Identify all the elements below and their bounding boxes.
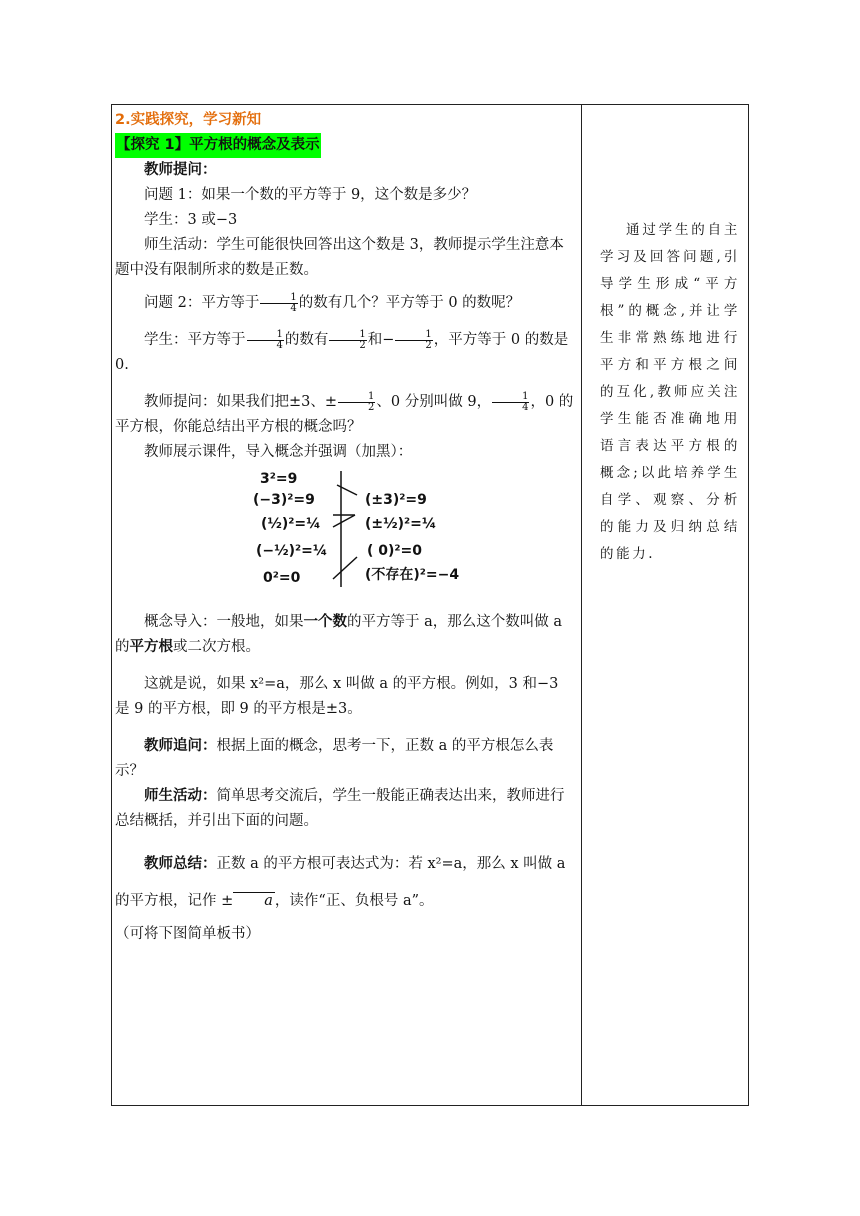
activity-2: 师生活动：简单思考交流后，学生一般能正确表达出来，教师进行总结概括，并引出下面的问题。	[115, 788, 565, 829]
explore-title: 【探究 1】平方根的概念及表示	[115, 133, 321, 158]
diagram-right-4: (不存在)²=−4	[365, 567, 460, 583]
main-column	[115, 105, 577, 947]
diagram-arrow	[337, 485, 357, 495]
teacher-summary: 教师总结：正数 a 的平方根可表达式为：若 x²=a，那么 x 叫做 a 的平方根，记作 ± a ，读作“正、负根号 a”。	[115, 856, 566, 909]
concept-intro: 概念导入：一般地，如果一个数的平方等于 a，那么这个数叫做 a 的平方根或二次方根。	[115, 614, 563, 655]
diagram-left-4: (−½)²=¼	[256, 543, 328, 559]
diagram-right-3: ( 0)²=0	[367, 543, 423, 559]
section-title: 2.实践探究，学习新知	[115, 112, 262, 128]
student-answer-2: 学生：平方等于 $\frac{1}{4}$ 的数有 $\frac{1}{2}$ 和− $\frac{1}{2}$ ，平方等于 0 的数是 0.	[115, 328, 569, 373]
teacher-follow-up: 教师追问：根据上面的概念，思考一下，正数 a 的平方根怎么表示？	[115, 738, 554, 779]
blackboard-note: （可将下图简单板书）	[115, 926, 260, 942]
column-divider	[581, 105, 582, 1105]
diagram-left-2: (−3)²=9	[253, 492, 315, 508]
diagram-left-3: (½)²=¼	[261, 516, 321, 532]
diagram-left-1: 3²=9	[260, 471, 298, 487]
activity-1: 师生活动：学生可能很快回答出这个数是 3，教师提示学生注意本题中没有限制所求的数是正数。	[115, 237, 564, 278]
teacher-ask-label: 教师提问：	[144, 162, 217, 178]
square-root-diagram	[115, 467, 577, 602]
show-courseware: 教师展示课件，导入概念并强调（加黑）：	[144, 444, 413, 460]
diagram-arrow	[333, 515, 355, 527]
diagram-arrow	[333, 557, 357, 579]
fraction-quarter: $\frac{1}{4}$	[260, 293, 297, 314]
design-note: 通过学生的自主学习及回答问题,引导学生形成“平方根”的概念,并让学生非常熟练地进行平方和平方根之间的互化,教师应关注学生能否准确地用语言表达平方根的概念;以此培养学生自学、观察、分析的能力及归纳总结的能力.	[600, 222, 740, 562]
lesson-table	[111, 104, 749, 1106]
diagram-left-5: 0²=0	[263, 570, 301, 586]
diagram-right-2: (±½)²=¼	[365, 516, 437, 532]
question-2: 问题 2：平方等于 $\frac{1}{4}$ 的数有几个？平方等于 0 的数呢？	[144, 291, 521, 314]
concept-meaning: 这就是说，如果 x²=a，那么 x 叫做 a 的平方根。例如，3 和−3 是 9 的平方根，即 9 的平方根是±3。	[115, 676, 559, 717]
diagram-right-1: (±3)²=9	[365, 492, 427, 508]
student-answer-1: 学生：3 或−3	[144, 212, 238, 228]
question-1: 问题 1：如果一个数的平方等于 9，这个数是多少？	[144, 187, 477, 203]
sqrt-a: a	[233, 892, 275, 909]
teacher-ask-2: 教师提问：如果我们把±3、± $\frac{1}{2}$ 、0 分别叫做 9， $\frac{1}{4}$ ，0 的平方根，你能总结出平方根的概念吗？	[115, 390, 574, 435]
